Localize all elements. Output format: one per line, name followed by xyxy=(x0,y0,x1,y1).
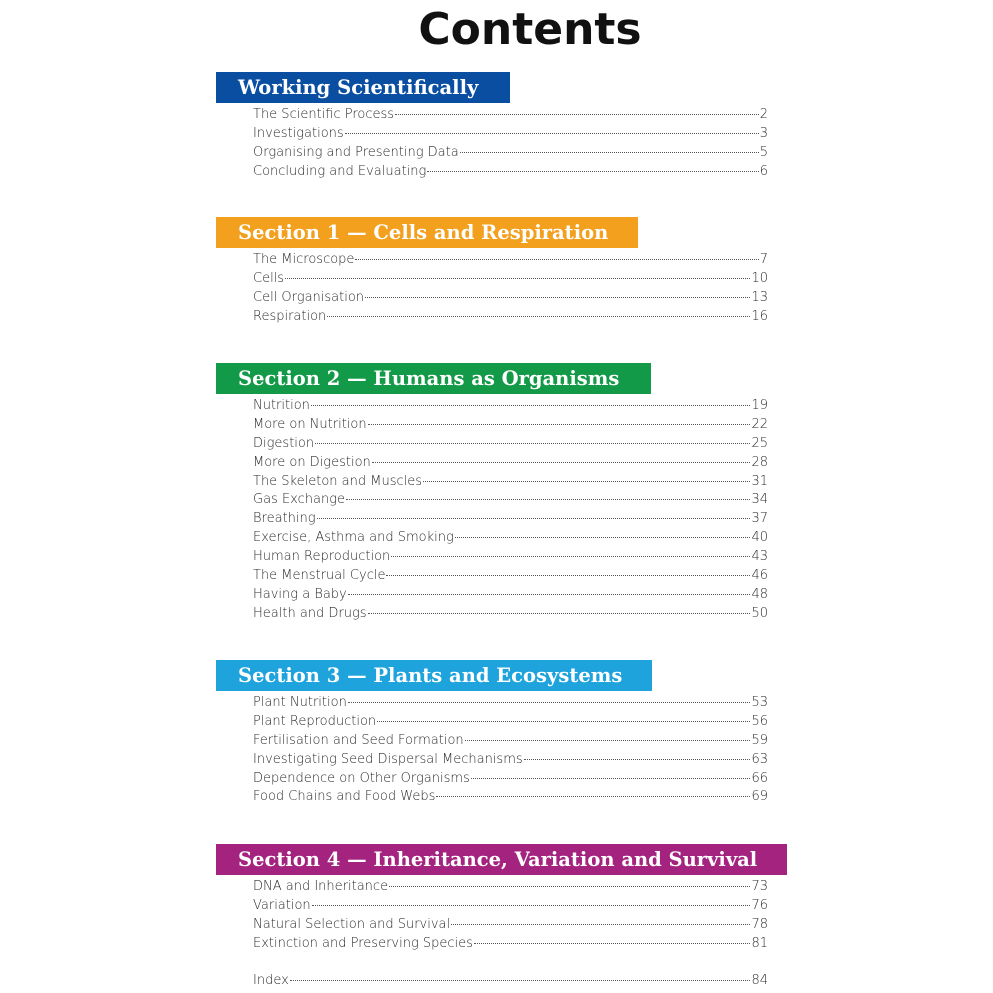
entry-name: Variation xyxy=(253,897,311,913)
entry-page: 5 xyxy=(759,144,768,160)
entry-name: Nutrition xyxy=(253,398,310,413)
entry-name: Human Reproduction xyxy=(253,549,391,565)
toc-entry[interactable] xyxy=(253,732,768,751)
entry-page: 53 xyxy=(751,695,768,710)
section-heading: Section 4 — Inheritance, Variation and Survival xyxy=(216,844,787,875)
entry-name: Investigating Seed Dispersal Mechanisms xyxy=(253,751,523,767)
dot-leader xyxy=(423,481,750,482)
toc-entry[interactable] xyxy=(253,605,768,624)
entry-page: 10 xyxy=(751,270,768,286)
section-heading: Working Scientifically xyxy=(216,72,510,103)
toc-entry[interactable] xyxy=(253,916,768,935)
dot-leader xyxy=(290,980,751,981)
dot-leader xyxy=(355,259,758,260)
entry-list xyxy=(253,106,768,182)
entry-page: 56 xyxy=(751,713,768,729)
index-entry-list xyxy=(253,972,768,991)
entry-page: 2 xyxy=(759,107,768,122)
toc-entry[interactable] xyxy=(253,397,768,416)
entry-page: 3 xyxy=(759,125,768,141)
entry-page: 50 xyxy=(751,605,768,621)
entry-name: Dependence on Other Organisms xyxy=(253,770,470,786)
entry-name: Cell Organisation xyxy=(253,289,365,305)
entry-page: 37 xyxy=(751,511,768,527)
toc-entry[interactable] xyxy=(253,548,768,567)
dot-leader xyxy=(377,721,750,722)
entry-page: 13 xyxy=(751,289,768,305)
page-title: Contents xyxy=(418,4,642,55)
entry-page: 66 xyxy=(751,770,768,786)
toc-entry[interactable] xyxy=(253,163,768,182)
entry-name: Index xyxy=(253,973,289,988)
dot-leader xyxy=(436,796,750,797)
entry-name: Gas Exchange xyxy=(253,492,346,508)
entry-name: Natural Selection and Survival xyxy=(253,916,451,932)
entry-list xyxy=(253,251,768,327)
dot-leader xyxy=(345,133,759,134)
dot-leader xyxy=(372,462,751,463)
dot-leader xyxy=(317,518,751,519)
toc-entry[interactable] xyxy=(253,713,768,732)
entry-page: 34 xyxy=(751,492,768,508)
dot-leader xyxy=(348,702,751,703)
entry-name: Having a Baby xyxy=(253,586,347,602)
entry-page: 19 xyxy=(751,398,768,413)
entry-name: More on Nutrition xyxy=(253,416,367,432)
entry-name: Digestion xyxy=(253,435,315,451)
entry-page: 73 xyxy=(751,879,768,894)
entry-name: Fertilisation and Seed Formation xyxy=(253,732,464,748)
entry-page: 46 xyxy=(751,568,768,584)
toc-entry[interactable] xyxy=(253,106,768,125)
dot-leader xyxy=(368,613,751,614)
toc-entry[interactable] xyxy=(253,454,768,473)
entry-page: 76 xyxy=(751,897,768,913)
dot-leader xyxy=(389,886,750,887)
toc-entry[interactable] xyxy=(253,473,768,492)
entry-page: 6 xyxy=(759,163,768,179)
entry-name: Food Chains and Food Webs xyxy=(253,789,436,805)
dot-leader xyxy=(455,537,751,538)
toc-entry[interactable] xyxy=(253,935,768,954)
entry-name: Investigations xyxy=(253,125,344,141)
dot-leader xyxy=(311,405,751,406)
entry-page: 28 xyxy=(751,454,768,470)
toc-entry[interactable] xyxy=(253,289,768,308)
entry-page: 7 xyxy=(759,252,768,267)
entry-name: Exercise, Asthma and Smoking xyxy=(253,530,454,546)
entry-page: 63 xyxy=(751,751,768,767)
dot-leader xyxy=(327,316,750,317)
entry-name: DNA and Inheritance xyxy=(253,879,389,894)
toc-entry[interactable] xyxy=(253,788,768,807)
entry-page: 84 xyxy=(751,973,768,988)
toc-entry[interactable] xyxy=(253,491,768,510)
entry-name: The Menstrual Cycle xyxy=(253,568,386,584)
section-heading: Section 3 — Plants and Ecosystems xyxy=(216,660,652,691)
entry-name: The Microscope xyxy=(253,252,355,267)
dot-leader xyxy=(348,594,751,595)
toc-entry[interactable] xyxy=(253,435,768,454)
toc-entry[interactable] xyxy=(253,529,768,548)
entry-page: 43 xyxy=(751,549,768,565)
entry-name: Extinction and Preserving Species xyxy=(253,935,473,951)
dot-leader xyxy=(391,556,750,557)
toc-entry[interactable] xyxy=(253,308,768,327)
entry-page: 59 xyxy=(751,732,768,748)
entry-name: The Skeleton and Muscles xyxy=(253,473,423,489)
toc-entry[interactable] xyxy=(253,770,768,789)
entry-name: The Scientific Process xyxy=(253,107,395,122)
toc-entry[interactable] xyxy=(253,270,768,289)
dot-leader xyxy=(471,778,751,779)
entry-list xyxy=(253,694,768,807)
entry-page: 48 xyxy=(751,586,768,602)
toc-entry[interactable] xyxy=(253,125,768,144)
entry-name: More on Digestion xyxy=(253,454,371,470)
entry-name: Organising and Presenting Data xyxy=(253,144,459,160)
dot-leader xyxy=(368,424,751,425)
entry-page: 40 xyxy=(751,530,768,546)
entry-page: 69 xyxy=(751,789,768,805)
toc-entry[interactable] xyxy=(253,586,768,605)
toc-entry[interactable] xyxy=(253,751,768,770)
dot-leader xyxy=(315,443,750,444)
toc-entry[interactable] xyxy=(253,144,768,163)
toc-entry[interactable] xyxy=(253,510,768,529)
section-heading: Section 1 — Cells and Respiration xyxy=(216,217,638,248)
dot-leader xyxy=(395,114,759,115)
toc-entry[interactable] xyxy=(253,251,768,270)
entry-name: Respiration xyxy=(253,308,327,324)
toc-entry[interactable] xyxy=(253,694,768,713)
dot-leader xyxy=(346,499,750,500)
toc-entry[interactable] xyxy=(253,567,768,586)
dot-leader xyxy=(465,740,751,741)
entry-name: Plant Nutrition xyxy=(253,695,347,710)
entry-page: 16 xyxy=(751,308,768,324)
entry-name: Health and Drugs xyxy=(253,605,367,621)
section-heading: Section 2 — Humans as Organisms xyxy=(216,363,651,394)
dot-leader xyxy=(474,943,751,944)
dot-leader xyxy=(386,575,750,576)
entry-list xyxy=(253,878,768,954)
toc-entry[interactable] xyxy=(253,878,768,897)
dot-leader xyxy=(365,297,750,298)
toc-entry[interactable] xyxy=(253,416,768,435)
toc-entry-index[interactable] xyxy=(253,972,768,991)
dot-leader xyxy=(427,171,758,172)
dot-leader xyxy=(312,905,751,906)
entry-name: Plant Reproduction xyxy=(253,713,377,729)
entry-name: Breathing xyxy=(253,511,316,527)
dot-leader xyxy=(524,759,751,760)
entry-list xyxy=(253,397,768,624)
entry-page: 25 xyxy=(751,435,768,451)
entry-page: 31 xyxy=(751,473,768,489)
dot-leader xyxy=(451,924,750,925)
dot-leader xyxy=(285,278,750,279)
entry-name: Concluding and Evaluating xyxy=(253,163,427,179)
toc-entry[interactable] xyxy=(253,897,768,916)
entry-page: 81 xyxy=(751,935,768,951)
dot-leader xyxy=(460,152,759,153)
entry-name: Cells xyxy=(253,270,285,286)
entry-page: 78 xyxy=(751,916,768,932)
entry-page: 22 xyxy=(751,416,768,432)
